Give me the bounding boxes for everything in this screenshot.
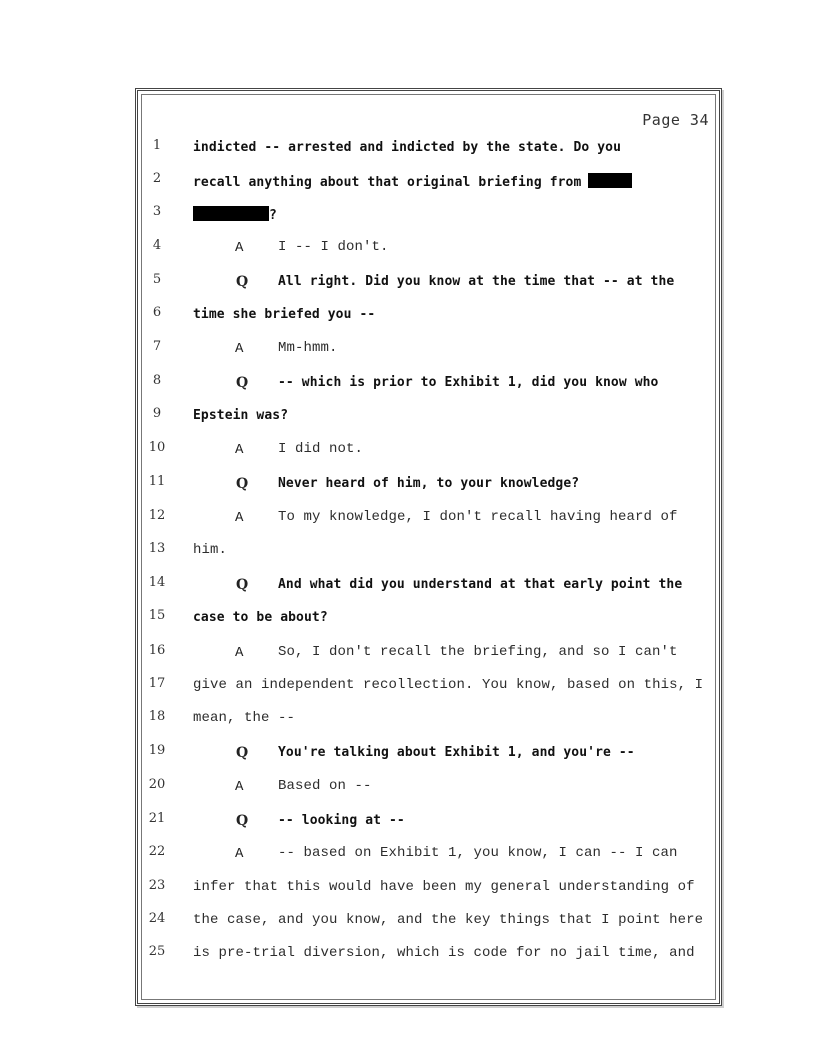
- line-text: ?: [269, 208, 277, 223]
- line-text: You're talking about Exhibit 1, and you're --: [278, 745, 635, 760]
- line-number: 24: [148, 911, 166, 926]
- transcript-line: [145, 707, 720, 729]
- transcript-line: [145, 303, 720, 325]
- transcript-line: [145, 404, 720, 426]
- line-number: 4: [152, 238, 162, 253]
- line-number: 20: [148, 777, 166, 792]
- transcript-line: [145, 337, 720, 359]
- line-text: Based on --: [278, 778, 372, 794]
- speaker-label: A: [235, 510, 244, 526]
- transcript-line: [145, 539, 720, 561]
- line-text: All right. Did you know at the time that -- at the: [278, 274, 675, 289]
- line-text: I did not.: [278, 441, 364, 457]
- speaker-label: Q: [236, 745, 249, 761]
- line-number: 7: [152, 339, 162, 354]
- line-text: recall anything about that original briefing from: [193, 175, 582, 190]
- line-text: -- looking at --: [278, 813, 405, 828]
- transcript-line: [145, 472, 720, 494]
- line-number: 16: [148, 643, 166, 658]
- transcript-line: [145, 236, 720, 258]
- line-text: case to be about?: [193, 610, 328, 625]
- transcript-line: [145, 270, 720, 292]
- line-number: 1: [152, 138, 162, 153]
- transcript-line: [145, 876, 720, 898]
- transcript-line: [145, 202, 720, 224]
- transcript-line: [145, 942, 720, 964]
- line-text: him.: [193, 542, 228, 558]
- speaker-label: Q: [236, 476, 249, 492]
- transcript-line: [145, 674, 720, 696]
- line-number: 18: [148, 709, 166, 724]
- line-number: 25: [148, 944, 166, 959]
- line-number: 2: [152, 171, 162, 186]
- line-text: Never heard of him, to your knowledge?: [278, 476, 580, 491]
- speaker-label: A: [235, 846, 244, 862]
- line-number: 3: [152, 204, 162, 219]
- line-text: the case, and you know, and the key things that I point here: [193, 912, 704, 928]
- transcript-line: [145, 775, 720, 797]
- line-text: I -- I don't.: [278, 239, 389, 255]
- speaker-label: Q: [236, 813, 249, 829]
- speaker-label: A: [235, 341, 244, 357]
- redaction-block: [193, 206, 269, 221]
- line-text: infer that this would have been my general understanding of: [193, 879, 695, 895]
- transcript-line: [145, 641, 720, 663]
- speaker-label: Q: [236, 274, 249, 290]
- transcript-line: [145, 842, 720, 864]
- transcript-line: [145, 506, 720, 528]
- transcript-line: [145, 909, 720, 931]
- line-text: time she briefed you --: [193, 307, 376, 322]
- line-number: 15: [148, 608, 166, 623]
- transcript-line: [145, 809, 720, 831]
- line-text: -- based on Exhibit 1, you know, I can -- I can: [278, 845, 678, 861]
- speaker-label: A: [235, 240, 244, 256]
- transcript-line: [145, 741, 720, 763]
- line-number: 6: [152, 305, 162, 320]
- transcript-line: [145, 606, 720, 628]
- line-number: 17: [148, 676, 166, 691]
- line-number: 14: [148, 575, 166, 590]
- redaction-block: [588, 173, 632, 188]
- transcript-line: [145, 371, 720, 393]
- line-text: is pre-trial diversion, which is code for no jail time, and: [193, 945, 695, 961]
- line-text: Epstein was?: [193, 408, 289, 423]
- line-text: indicted -- arrested and indicted by the state. Do you: [193, 140, 622, 155]
- line-number: 13: [148, 541, 166, 556]
- transcript-line: [145, 136, 720, 158]
- line-number: 8: [152, 373, 162, 388]
- line-number: 22: [148, 844, 166, 859]
- transcript-line: [145, 438, 720, 460]
- speaker-label: A: [235, 779, 244, 795]
- speaker-label: A: [235, 442, 244, 458]
- line-number: 19: [148, 743, 166, 758]
- speaker-label: Q: [236, 577, 249, 593]
- line-text: mean, the --: [193, 710, 296, 726]
- speaker-label: Q: [236, 375, 249, 391]
- line-number: 10: [148, 440, 166, 455]
- line-text: give an independent recollection. You know, based on this, I: [193, 677, 704, 693]
- line-text: To my knowledge, I don't recall having heard of: [278, 509, 678, 525]
- line-number: 9: [152, 406, 162, 421]
- line-text: Mm-hmm.: [278, 340, 338, 356]
- page-number: Page 34: [642, 111, 709, 129]
- speaker-label: A: [235, 645, 244, 661]
- line-text: -- which is prior to Exhibit 1, did you know who: [278, 375, 659, 390]
- line-text: So, I don't recall the briefing, and so I can't: [278, 644, 678, 660]
- line-text-with-redaction: [193, 173, 632, 190]
- line-number: 23: [148, 878, 166, 893]
- transcript-line: [145, 573, 720, 595]
- line-text-with-redaction: [193, 206, 277, 223]
- line-text: And what did you understand at that early point the: [278, 577, 683, 592]
- line-number: 11: [148, 474, 166, 489]
- line-number: 5: [152, 272, 162, 287]
- line-number: 12: [148, 508, 166, 523]
- line-number: 21: [148, 811, 166, 826]
- transcript-line: [145, 169, 720, 191]
